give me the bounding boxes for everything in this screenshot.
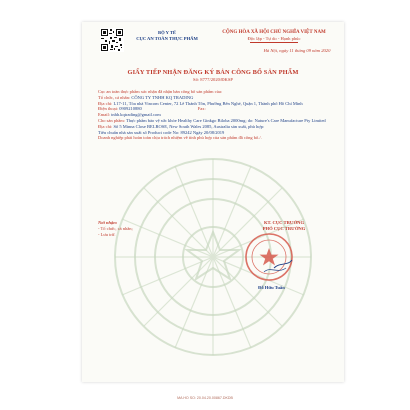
email-label: Email: [98, 112, 110, 118]
phone-label: Điện thoại: [98, 106, 119, 112]
document-title: GIẤY TIẾP NHẬN ĐĂNG KÝ BẢN CÔNG BỐ SẢN PHẨM [127, 69, 299, 76]
product-value: Thực phẩm bảo vệ sức khỏe Healthy Care Ginkgo Biloba 2000mg; do: Nature's Care Manufacture Pty Limited [126, 117, 326, 123]
certificate-body [98, 89, 330, 141]
recipient-item: - Lưu trữ. [98, 231, 116, 237]
org-value: CÔNG TY TNHH KQ TRADING [131, 94, 194, 100]
manufacturer-address-label: Địa chỉ: [98, 123, 113, 129]
signer-name: Đỗ Hữu Tuấn [258, 285, 285, 290]
document-number: Số: 8777/2020/ĐKSP [193, 77, 233, 82]
manufacturer-address-value: Số 5 Minna Close BELROSE, New South Wales 2085, Australia sản xuất, phù hợp: [113, 123, 265, 129]
commitment-line: Doanh nghiệp phải hoàn toàn chịu trách nhiệm về tính phù hợp của sản phẩm đã công bố./. [98, 135, 262, 141]
department-name: CỤC AN TOÀN THỰC PHẨM [136, 36, 198, 41]
standard-line: Tiêu chuẩn nhà sản xuất số Product code No: 89242 Ngày 20/08/2019 [98, 129, 225, 135]
national-motto: Độc lập - Tự do - Hạnh phúc [247, 36, 301, 41]
email-value: tnhh.kqtrading@gmail.com [111, 112, 161, 118]
recipients-heading: Nơi nhận: [98, 220, 118, 225]
issue-date: Hà Nội, ngày 11 tháng 09 năm 2020 [263, 48, 331, 53]
address-label: Địa chỉ: [98, 100, 113, 106]
national-header [206, 30, 342, 43]
watermark-national-emblem [90, 152, 336, 362]
official-seal-stamp [244, 232, 294, 282]
country-name: CỘNG HÒA XÃ HỘI CHỦ NGHĨA VIỆT NAM [222, 30, 326, 35]
phone-value: 0909210880 [119, 106, 142, 112]
fax-label: Fax: [197, 106, 206, 112]
org-label: Tổ chức, cá nhân: [98, 94, 131, 100]
address-value: L17-11, Tòa nhà Vincom Center, 72 Lê Thánh Tôn, Phường Bến Nghé, Quận 1, Thành phố Hồ Chí Minh [113, 100, 303, 106]
product-label: Cho sản phẩm: [98, 117, 125, 123]
motto-underline [250, 42, 298, 43]
recipients-block [98, 220, 188, 237]
signer-authority: KT. CỤC TRƯỞNG [263, 220, 305, 225]
certificate-page [82, 22, 344, 382]
issuing-agency [126, 30, 208, 42]
qr-code [100, 28, 124, 52]
signature-block [234, 220, 334, 232]
signer-title: PHÓ CỤC TRƯỞNG [262, 225, 306, 231]
ministry-name: BỘ Y TẾ [158, 30, 176, 35]
dossier-code: MA HO SO: 20.04.20.00867.DKDB [177, 396, 233, 400]
intro-text: Cục an toàn thực phẩm xác nhận đã nhận bản công bố sản phẩm của: [98, 89, 223, 94]
recipient-item: - Tổ chức, cá nhân; [98, 225, 133, 231]
